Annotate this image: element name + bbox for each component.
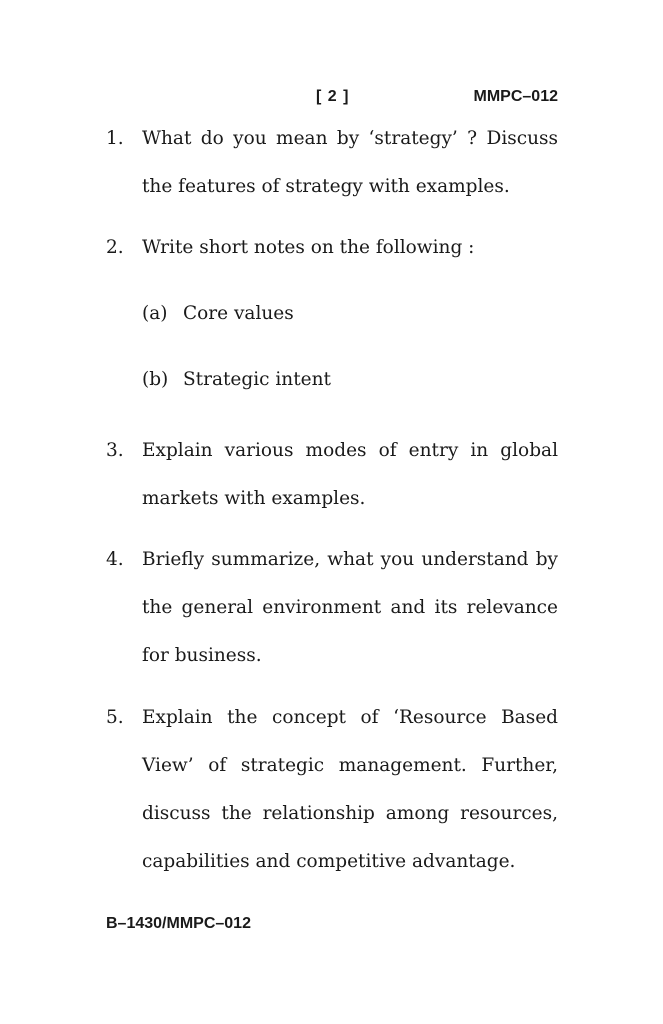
question-number: 3. bbox=[106, 440, 124, 461]
question-text-line: discuss the relationship among resources, bbox=[142, 803, 558, 824]
sub-item-text: Strategic intent bbox=[183, 369, 331, 390]
course-code: MMPC–012 bbox=[473, 88, 558, 105]
sub-item-text: Core values bbox=[183, 303, 294, 324]
question-text-line: markets with examples. bbox=[142, 488, 366, 509]
question-text-line: the features of strategy with examples. bbox=[142, 176, 510, 197]
question-text-line: for business. bbox=[142, 645, 262, 666]
question-text-line: the general environment and its relevance bbox=[142, 597, 558, 618]
question-number: 5. bbox=[106, 707, 124, 728]
question-text-line: Write short notes on the following : bbox=[142, 237, 475, 258]
question-text-line: capabilities and competitive advantage. bbox=[142, 851, 516, 872]
sub-item-label: (a) bbox=[142, 303, 168, 324]
question-text-line: View’ of strategic management. Further, bbox=[142, 755, 558, 776]
question-number: 1. bbox=[106, 128, 124, 149]
question-text-line: Briefly summarize, what you understand by bbox=[142, 549, 558, 570]
page-number: [ 2 ] bbox=[316, 88, 350, 105]
sub-item-label: (b) bbox=[142, 369, 169, 390]
question-number: 2. bbox=[106, 237, 124, 258]
question-text-line: Explain various modes of entry in global bbox=[142, 440, 558, 461]
question-number: 4. bbox=[106, 549, 124, 570]
question-text-line: Explain the concept of ‘Resource Based bbox=[142, 707, 558, 728]
paper-code-footer: B–1430/MMPC–012 bbox=[106, 915, 251, 932]
question-text-line: What do you mean by ‘strategy’ ? Discuss bbox=[142, 128, 558, 149]
